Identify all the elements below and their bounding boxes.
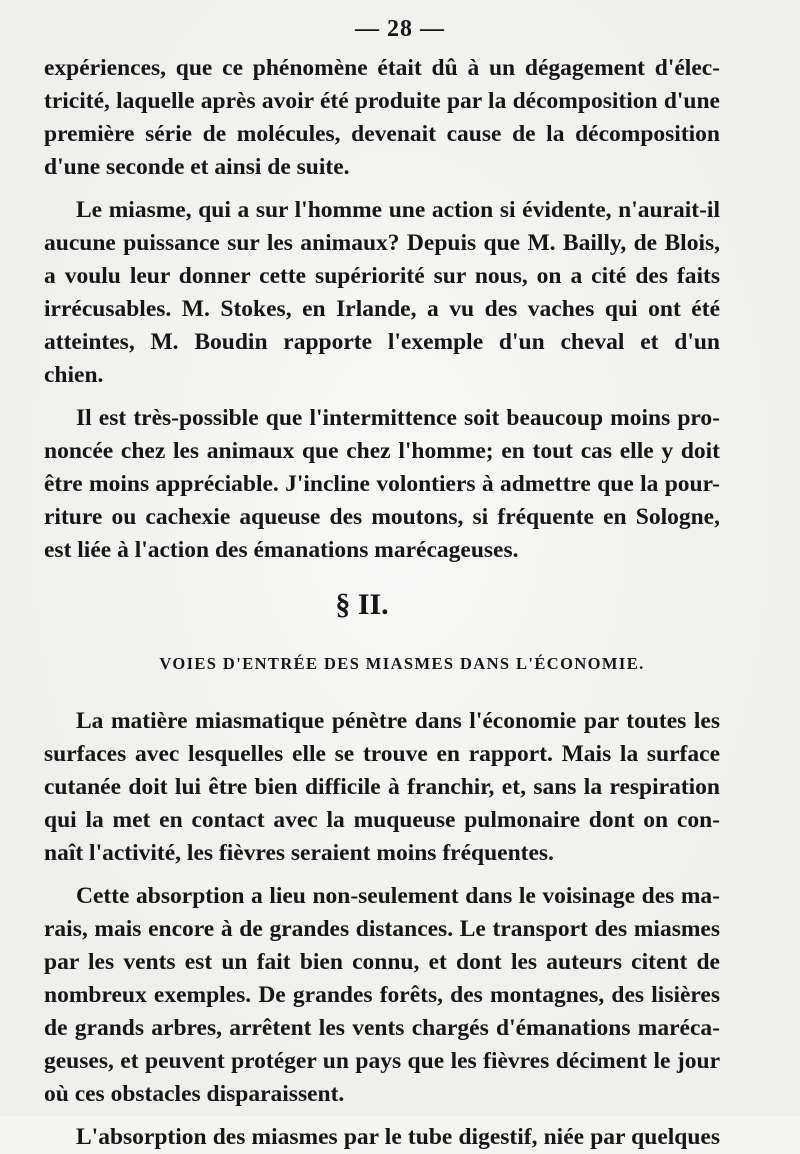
section-mark: § II.	[335, 588, 389, 621]
paragraph	[44, 1121, 720, 1154]
section-heading: VOIES D'ENTRÉE DES MIASMES DANS L'ÉCONOMIE.	[159, 654, 645, 673]
paragraph-gap	[44, 1111, 720, 1121]
paragraph-gap	[44, 870, 720, 880]
text-line: geuses, et peuvent protéger un pays que les fièvres déciment le jour	[44, 1048, 720, 1074]
text-line: a voulu leur donner cette supériorité sur nous, on a cité des faits	[44, 263, 720, 289]
text-line: est liée à l'action des émanations marécageuses.	[44, 537, 519, 563]
text-line: nombreux exemples. De grandes forêts, des montagnes, des lisières	[44, 982, 720, 1008]
paragraph	[44, 52, 720, 184]
text-line: riture ou cachexie aqueuse des moutons, si fréquente en Sologne,	[44, 504, 720, 530]
text-line: naît l'activité, les fièvres seraient moins fréquentes.	[44, 840, 554, 866]
text-line: de grands arbres, arrêtent les vents chargés d'émanations maréca-	[44, 1015, 720, 1041]
text-line: irrécusables. M. Stokes, en Irlande, a vu des vaches qui ont été	[44, 296, 720, 322]
text-line: d'une seconde et ainsi de suite.	[44, 154, 350, 180]
text-line: où ces obstacles disparaissent.	[44, 1081, 345, 1107]
paragraph-gap	[44, 392, 720, 402]
page-body	[44, 52, 720, 1154]
text-line: être moins appréciable. J'incline volontiers à admettre que la pour-	[44, 471, 720, 497]
paragraph	[44, 880, 720, 1111]
text-block-after-section	[44, 705, 720, 1154]
text-line: par les vents est un fait bien connu, et dont les auteurs citent de	[44, 949, 720, 975]
text-line: expériences, que ce phénomène était dû à un dégagement d'élec-	[44, 55, 720, 81]
text-line: qui la met en contact avec la muqueuse pulmonaire dont on con-	[44, 807, 720, 833]
text-line: Cette absorption a lieu non-seulement dans le voisinage des ma-	[76, 883, 720, 909]
page-number: — 28 —	[355, 16, 445, 42]
text-line: rais, mais encore à de grandes distances. Le transport des miasmes	[44, 916, 720, 942]
text-line: Il est très-possible que l'intermittence soit beaucoup moins pro-	[76, 405, 720, 431]
text-line: aucune puissance sur les animaux? Depuis que M. Bailly, de Blois,	[44, 230, 720, 256]
paragraph	[44, 705, 720, 870]
heading-spacer	[44, 679, 720, 705]
text-line: tricité, laquelle après avoir été produite par la décomposition d'une	[44, 88, 720, 114]
paragraph-gap	[44, 184, 720, 194]
text-line: surfaces avec lesquelles elle se trouve en rapport. Mais la surface	[44, 741, 720, 767]
text-block-before-section	[44, 52, 720, 567]
paragraph	[44, 402, 720, 567]
text-line: Le miasme, qui a sur l'homme une action si évidente, n'aurait-il	[76, 197, 720, 223]
text-line: première série de molécules, devenait cause de la décomposition	[44, 121, 720, 147]
text-line: chien.	[44, 362, 104, 388]
paragraph	[44, 194, 720, 392]
text-line: cutanée doit lui être bien difficile à franchir, et, sans la respiration	[44, 774, 720, 800]
text-line: L'absorption des miasmes par le tube digestif, niée par quelques	[76, 1124, 720, 1150]
text-line: noncée chez les animaux que chez l'homme; en tout cas elle y doit	[44, 438, 720, 464]
text-line: atteintes, M. Boudin rapporte l'exemple d'un cheval et d'un	[44, 329, 720, 355]
text-line: La matière miasmatique pénètre dans l'économie par toutes les	[76, 708, 720, 734]
